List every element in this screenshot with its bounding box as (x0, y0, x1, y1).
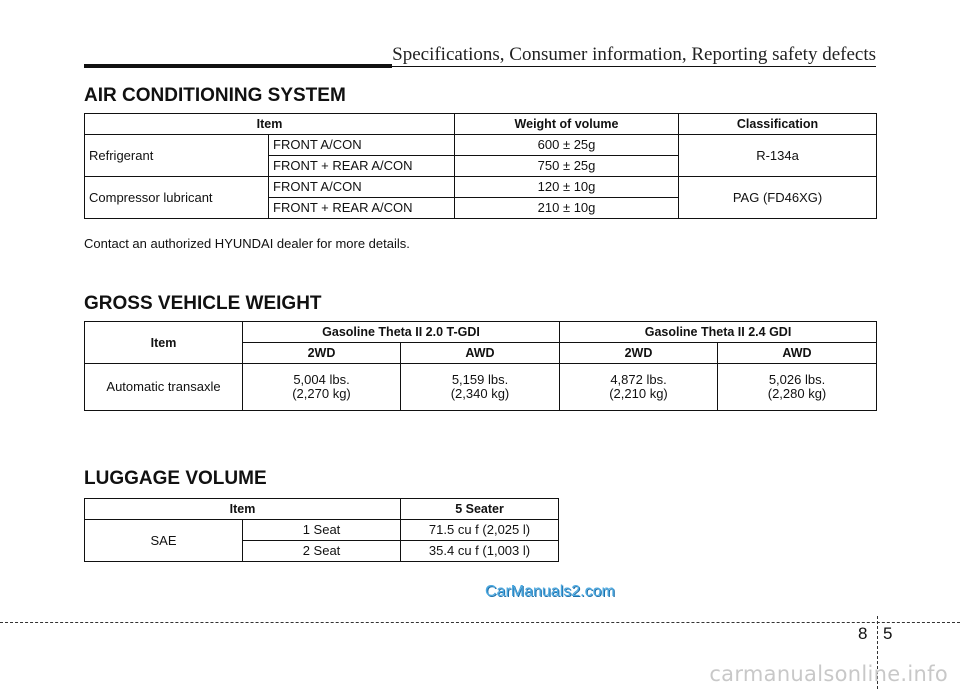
gvw-table (84, 321, 877, 411)
luggage-row-label: SAE (85, 520, 243, 562)
gvw-value-2 (401, 364, 560, 411)
page-number: 5 (883, 624, 893, 643)
refrigerant-weight-1: 600 ± 25g (455, 135, 679, 156)
page-header-title: Specifications, Consumer information, Reporting safety defects (392, 44, 876, 65)
gvw-drive-2: AWD (401, 343, 560, 364)
table-header-row (85, 114, 877, 135)
gvw-drive-3: 2WD (560, 343, 718, 364)
table-row (85, 177, 877, 198)
refrigerant-config-1: FRONT A/CON (269, 135, 455, 156)
ac-section-title: AIR CONDITIONING SYSTEM (84, 85, 346, 106)
gvw-value-2-kg: (2,340 kg) (450, 386, 510, 401)
gvw-header-engine-2: Gasoline Theta II 2.4 GDI (560, 322, 877, 343)
gvw-value-4 (718, 364, 877, 411)
page-chapter-number: 8 (858, 624, 868, 643)
table-header-row (85, 499, 559, 520)
lubricant-classification: PAG (FD46XG) (679, 177, 877, 219)
table-row (85, 135, 877, 156)
ac-header-weight: Weight of volume (455, 114, 679, 135)
lubricant-weight-2: 210 ± 10g (455, 198, 679, 219)
luggage-seat-1: 1 Seat (243, 520, 401, 541)
gvw-value-4-kg: (2,280 kg) (767, 386, 827, 401)
luggage-seat-2: 2 Seat (243, 541, 401, 562)
luggage-header-item: Item (85, 499, 401, 520)
footer-dashed-rule (0, 622, 960, 623)
refrigerant-weight-2: 750 ± 25g (455, 156, 679, 177)
refrigerant-config-2: FRONT + REAR A/CON (269, 156, 455, 177)
gvw-value-3-kg: (2,210 kg) (609, 386, 668, 401)
luggage-table (84, 498, 559, 562)
luggage-volume-1: 71.5 cu f (2,025 l) (401, 520, 559, 541)
table-row (85, 520, 559, 541)
ac-header-classification: Classification (679, 114, 877, 135)
ac-table (84, 113, 877, 219)
lubricant-label: Compressor lubricant (85, 177, 269, 219)
gvw-section-title: GROSS VEHICLE WEIGHT (84, 293, 322, 314)
luggage-header-seater: 5 Seater (401, 499, 559, 520)
gvw-row-label: Automatic transaxle (85, 364, 243, 411)
gvw-value-1 (243, 364, 401, 411)
gvw-value-3-lbs: 4,872 lbs. (610, 372, 667, 387)
refrigerant-label: Refrigerant (85, 135, 269, 177)
gvw-value-2-lbs: 5,159 lbs. (451, 372, 509, 387)
refrigerant-classification: R-134a (679, 135, 877, 177)
gvw-header-engine-1: Gasoline Theta II 2.0 T-GDI (243, 322, 560, 343)
luggage-volume-2: 35.4 cu f (1,003 l) (401, 541, 559, 562)
gvw-drive-4: AWD (718, 343, 877, 364)
lubricant-config-1: FRONT A/CON (269, 177, 455, 198)
luggage-section-title: LUGGAGE VOLUME (84, 468, 267, 489)
gvw-value-1-kg: (2,270 kg) (292, 386, 351, 401)
lubricant-config-2: FRONT + REAR A/CON (269, 198, 455, 219)
lubricant-weight-1: 120 ± 10g (455, 177, 679, 198)
gvw-value-3 (560, 364, 718, 411)
ac-dealer-note: Contact an authorized HYUNDAI dealer for more details. (84, 236, 410, 251)
ac-header-item: Item (85, 114, 455, 135)
header-rule-thick (84, 64, 392, 68)
header-rule-thin (392, 66, 876, 67)
gvw-value-1-lbs: 5,004 lbs. (293, 372, 350, 387)
gvw-drive-1: 2WD (243, 343, 401, 364)
table-row (85, 364, 877, 411)
table-header-row (85, 322, 877, 343)
gvw-header-item: Item (85, 322, 243, 364)
footer-site-link[interactable]: carmanualsonline.info (709, 662, 948, 686)
gvw-value-4-lbs: 5,026 lbs. (768, 372, 826, 387)
watermark-logo: CarManuals2.com (485, 583, 615, 600)
